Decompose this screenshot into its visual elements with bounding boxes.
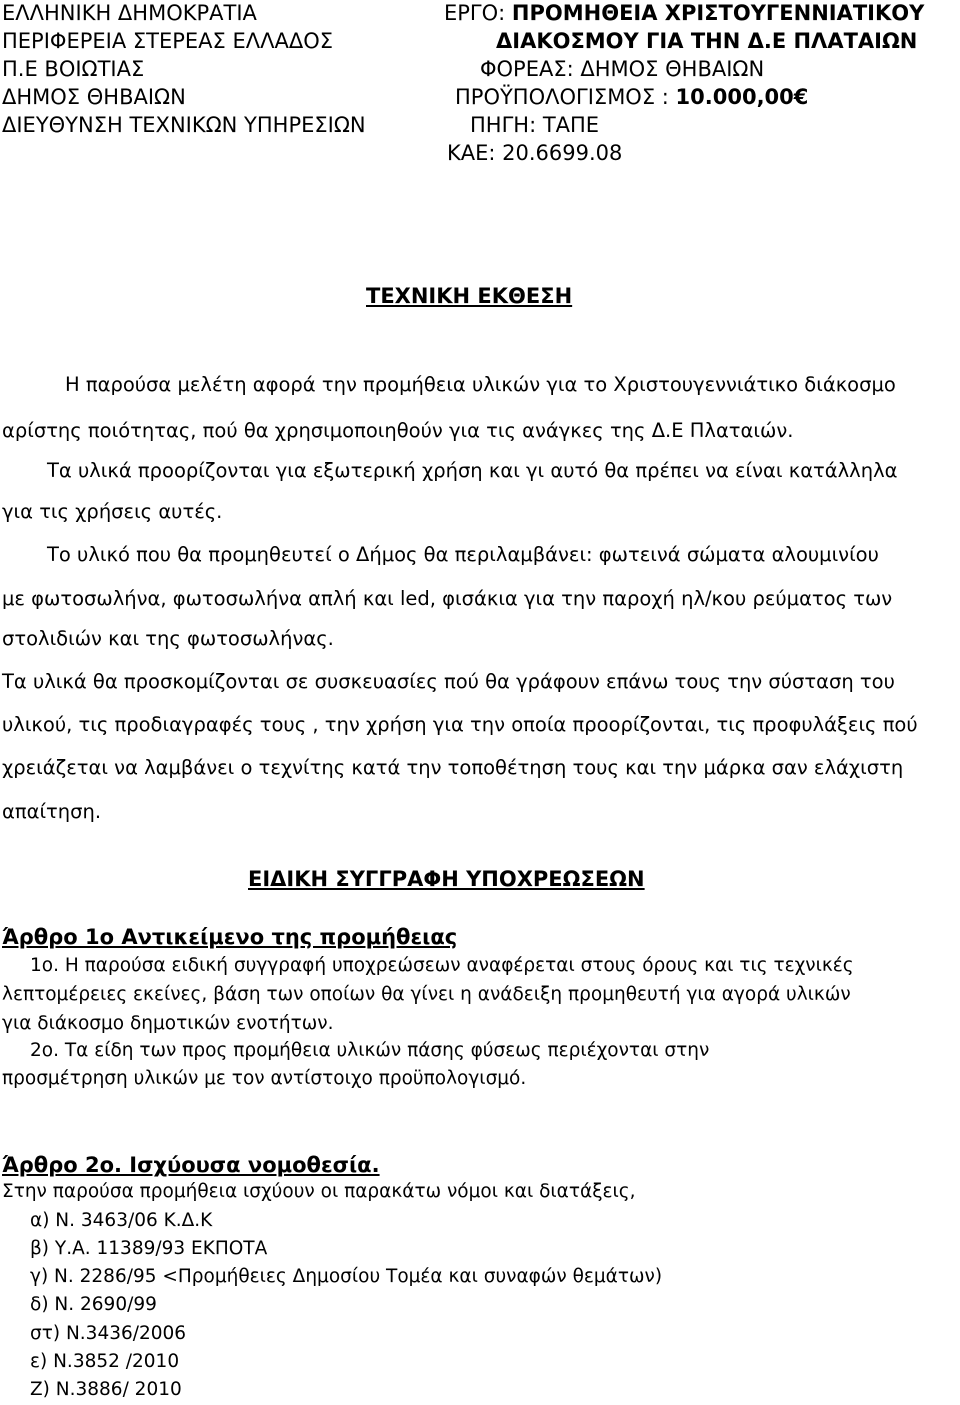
report-line-11: απαίτηση. xyxy=(2,800,102,823)
article-1-line-4: 2ο. Τα είδη των προς προμήθεια υλικών πάσης φύσεως περιέχονται στην xyxy=(30,1040,710,1061)
article-1-line-2: λεπτομέρειες εκείνες, βάση των οποίων θα γίνει η ανάδειξη προμηθευτή για αγορά υλικών xyxy=(2,984,851,1005)
project-label: ΕΡΓΟ: xyxy=(444,1,512,25)
header-left-line-2: ΠΕΡΙΦΕΡΕΙΑ ΣΤΕΡΕΑΣ ΕΛΛΑΔΟΣ xyxy=(2,29,334,53)
law-item-2: β) Υ.Α. 11389/93 ΕΚΠΟΤΑ xyxy=(30,1238,268,1259)
report-line-10: χρειάζεται να λαμβάνει ο τεχνίτης κατά την τοποθέτηση τους και την μάρκα σαν ελάχιστη xyxy=(2,756,904,779)
law-item-3: γ) Ν. 2286/95 <Προμήθειες Δημοσίου Τομέα και συναφών θεμάτων) xyxy=(30,1266,663,1287)
project-line-1 xyxy=(444,0,924,26)
report-line-1: Η παρούσα μελέτη αφορά την προμήθεια υλικών για το Χριστουγεννιάτικο διάκοσμο xyxy=(65,373,896,396)
article-2-title: Άρθρο 2ο. Ισχύουσα νομοθεσία. xyxy=(2,1153,380,1177)
project-name-part-2: ΔΙΑΚΟΣΜΟΥ ΓΙΑ ΤΗΝ Δ.Ε ΠΛΑΤΑΙΩΝ xyxy=(496,29,918,53)
report-line-9: υλικού, τις προδιαγραφές τους , την χρήση για την οποία προορίζονται, τις προφυλάξεις πού xyxy=(2,713,918,736)
article-1-line-5: προσμέτρηση υλικών με τον αντίστοιχο προϋπολογισμό. xyxy=(2,1068,527,1089)
header-left-line-5: ΔΙΕΥΘΥΝΣΗ ΤΕΧΝΙΚΩΝ ΥΠΗΡΕΣΙΩΝ xyxy=(2,113,366,137)
report-line-5: Το υλικό που θα προμηθευτεί ο Δήμος θα περιλαμβάνει: φωτεινά σώματα αλουμινίου xyxy=(47,543,879,566)
law-item-5: στ) Ν.3436/2006 xyxy=(30,1323,187,1344)
header-left-line-3: Π.Ε ΒΟΙΩΤΙΑΣ xyxy=(2,57,145,81)
law-item-1: α) Ν. 3463/06 Κ.Δ.Κ xyxy=(30,1210,213,1231)
report-line-2: αρίστης ποιότητας, πού θα χρησιμοποιηθούν για τις ανάγκες της Δ.Ε Πλαταιών. xyxy=(2,419,794,442)
law-item-6: ε) Ν.3852 /2010 xyxy=(30,1351,180,1372)
law-item-7: Ζ) Ν.3886/ 2010 xyxy=(30,1379,182,1400)
report-line-6: με φωτοσωλήνα, φωτοσωλήνα απλή και led, φισάκια για την παροχή ηλ/κου ρεύματος των xyxy=(2,587,893,610)
report-line-4: για τις χρήσεις αυτές. xyxy=(2,500,223,523)
header-left-line-1: ΕΛΛΗΝΙΚΗ ΔΗΜΟΚΡΑΤΙΑ xyxy=(2,1,257,25)
report-line-7: στολιδιών και της φωτοσωλήνας. xyxy=(2,627,334,650)
project-name-part-1: ΠΡΟΜΗΘΕΙΑ ΧΡΙΣΤΟΥΓΕΝΝΙΑΤΙΚΟΥ xyxy=(511,1,925,25)
technical-report-title: ΤΕΧΝΙΚΗ ΕΚΘΕΣΗ xyxy=(366,284,573,308)
article-1-title: Άρθρο 1ο Αντικείμενο της προμήθειας xyxy=(2,925,458,949)
header-left-line-4: ΔΗΜΟΣ ΘΗΒΑΙΩΝ xyxy=(2,85,186,109)
kae-line: ΚΑΕ: 20.6699.08 xyxy=(447,141,623,165)
budget-line xyxy=(455,84,808,110)
report-line-8: Τα υλικά θα προσκομίζονται σε συσκευασίες πού θα γράφουν επάνω τους την σύσταση του xyxy=(2,670,895,693)
special-spec-title: ΕΙΔΙΚΗ ΣΥΓΓΡΑΦΗ ΥΠΟΧΡΕΩΣΕΩΝ xyxy=(248,867,645,891)
source-line: ΠΗΓΗ: ΤΑΠΕ xyxy=(470,113,600,137)
agency-line: ΦΟΡΕΑΣ: ΔΗΜΟΣ ΘΗΒΑΙΩΝ xyxy=(480,57,765,81)
report-line-3: Τα υλικά προορίζονται για εξωτερική χρήση και γι αυτό θα πρέπει να είναι κατάλληλα xyxy=(47,459,898,482)
budget-value: 10.000,00€ xyxy=(675,85,809,109)
law-item-4: δ) Ν. 2690/99 xyxy=(30,1294,157,1315)
article-1-line-1: 1ο. Η παρούσα ειδική συγγραφή υποχρεώσεων αναφέρεται στους όρους και τις τεχνικές xyxy=(30,955,854,976)
article-2-intro: Στην παρούσα προμήθεια ισχύουν οι παρακάτω νόμοι και διατάξεις, xyxy=(2,1181,636,1202)
article-1-line-3: για διάκοσμο δημοτικών ενοτήτων. xyxy=(2,1013,334,1034)
budget-label: ΠΡΟΫΠΟΛΟΓΙΣΜΟΣ : xyxy=(455,85,676,109)
